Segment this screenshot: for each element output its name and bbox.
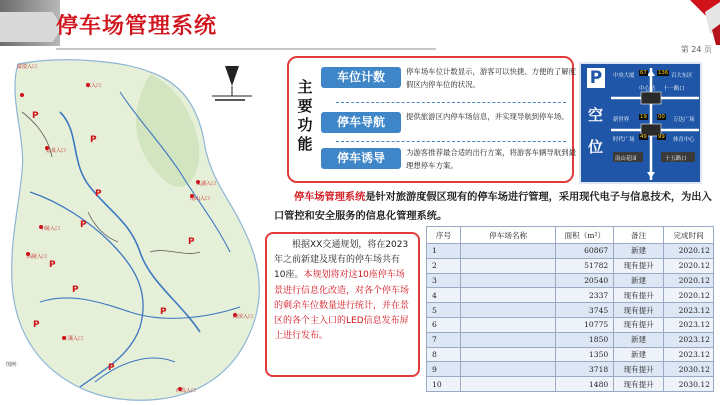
cell-name xyxy=(460,303,556,318)
svg-text:P: P xyxy=(90,135,97,145)
cell-remark: 现有提升 xyxy=(614,288,664,303)
svg-text:P: P xyxy=(80,220,87,230)
cell-no: 6 xyxy=(427,317,461,332)
sign-road-diagram xyxy=(611,68,699,180)
cell-area: 1350 xyxy=(556,347,614,362)
table-row xyxy=(427,244,714,259)
scenic-area-map xyxy=(0,52,282,405)
plan-note-highlight: 本规划将对这10座停车场景进行信息化改造，对各个停车场的剩余车位数量进行统计，并在景区的各个主入口的LED信息发布屏上进行发布。 xyxy=(274,270,410,342)
column-header: 完成时间 xyxy=(664,227,714,244)
cell-no: 9 xyxy=(427,362,461,377)
table-row xyxy=(427,362,714,377)
cell-no: 2 xyxy=(427,258,461,273)
map-label: 西岛入口 xyxy=(176,388,197,394)
cell-no: 1 xyxy=(427,244,461,259)
page-title: 停车场管理系统 xyxy=(56,14,218,39)
table-row xyxy=(427,288,714,303)
cell-area: 10775 xyxy=(556,317,614,332)
cell-name xyxy=(460,377,556,392)
cell-remark: 现有提升 xyxy=(614,377,664,392)
cell-remark: 新建 xyxy=(614,273,664,288)
cell-name xyxy=(460,258,556,273)
cell-remark: 现有提升 xyxy=(614,303,664,318)
map-label: 下溪入口 xyxy=(63,336,84,342)
sign-char-wei: 位 xyxy=(588,138,604,156)
cell-area: 51782 xyxy=(556,258,614,273)
sign-count: 99 xyxy=(658,134,665,140)
corner-decoration xyxy=(650,0,720,45)
cell-time: 2020.12 xyxy=(664,273,714,288)
cell-area: 60867 xyxy=(556,244,614,259)
table-row xyxy=(427,377,714,392)
cell-remark: 新建 xyxy=(614,332,664,347)
column-header: 备注 xyxy=(614,227,664,244)
system-description-text: 是针对旅游度假区现有的停车场进行管理，采用现代电子与信息技术，为出入口管控和安全服务的信息化管理系统。 xyxy=(274,192,712,222)
svg-text:P: P xyxy=(188,237,195,247)
cell-no: 8 xyxy=(427,347,461,362)
column-header: 序号 xyxy=(427,227,461,244)
svg-text:P: P xyxy=(33,320,40,330)
table-row xyxy=(427,347,714,362)
cell-area: 1850 xyxy=(556,332,614,347)
cell-time: 2023.12 xyxy=(664,332,714,347)
divider xyxy=(336,102,566,103)
column-header: 面积（m²） xyxy=(556,227,614,244)
svg-text:P: P xyxy=(108,363,115,373)
cell-no: 10 xyxy=(427,377,461,392)
parking-lot-table xyxy=(426,226,714,392)
table-row xyxy=(427,273,714,288)
cell-no: 4 xyxy=(427,288,461,303)
cell-time: 2030.12 xyxy=(664,377,714,392)
feature-label-parking-navigation: 停车导航 xyxy=(321,112,401,133)
feature-label-space-count: 车位计数 xyxy=(321,67,401,88)
sign-count: 136 xyxy=(658,70,669,76)
header-ribbon xyxy=(0,12,62,42)
sign-label: 百大东区 xyxy=(671,73,693,79)
sign-count: 00 xyxy=(658,114,665,120)
cell-remark: 现有提升 xyxy=(614,258,664,273)
cell-no: 3 xyxy=(427,273,461,288)
sign-label: 中央大厦 xyxy=(613,73,635,79)
cell-remark: 现有提升 xyxy=(614,317,664,332)
cell-no: 5 xyxy=(427,303,461,318)
sign-count: 67 xyxy=(640,70,647,76)
map-label: 海滨入口 xyxy=(233,314,254,320)
cell-name xyxy=(460,362,556,377)
column-header: 停车场名称 xyxy=(460,227,556,244)
map-legend: 图例： xyxy=(6,362,22,368)
page-number: 第 24 页 xyxy=(680,45,712,54)
cell-name xyxy=(460,332,556,347)
sign-char-kong: 空 xyxy=(588,106,604,124)
sign-label: 新世界 xyxy=(613,117,630,123)
map-label: 高陵入口 xyxy=(27,254,48,260)
map-label: 东入口 xyxy=(86,83,102,89)
table-row xyxy=(427,317,714,332)
sign-label: 万达广场 xyxy=(673,117,695,123)
plan-note-text: 根据XX交通规划，将在2023年之前新建及现有的停车场共有10座。 xyxy=(274,240,409,281)
system-name-highlight: 停车场管理系统 xyxy=(294,192,366,203)
map-label: 南山入口 xyxy=(190,196,211,202)
sign-label: 体育中心 xyxy=(673,137,695,143)
table-header-row xyxy=(427,227,714,244)
cell-time: 2023.12 xyxy=(664,347,714,362)
system-description xyxy=(274,188,714,226)
feature-label-parking-guidance: 停车诱导 xyxy=(321,148,401,169)
led-parking-sign xyxy=(579,62,702,184)
cell-time: 2030.12 xyxy=(664,362,714,377)
cell-name xyxy=(460,288,556,303)
sign-label: 十五路口 xyxy=(665,156,687,162)
cell-time: 2020.12 xyxy=(664,258,714,273)
sign-count: 49 xyxy=(640,134,647,140)
map-label: 太湖入口 xyxy=(196,181,217,187)
feature-desc-parking-guidance: 为游客推荐最合适的出行方案，将游客车辆导航到最理想停车方案。 xyxy=(406,148,576,170)
cell-remark: 新建 xyxy=(614,244,664,259)
map-label: 隐泉入口 xyxy=(46,148,67,154)
cell-time: 2020.12 xyxy=(664,244,714,259)
table-row xyxy=(427,332,714,347)
sign-count: 19 xyxy=(640,114,647,120)
map-label: 富漠入口 xyxy=(17,64,38,70)
svg-text:P: P xyxy=(32,111,39,121)
cell-area: 2337 xyxy=(556,288,614,303)
svg-text:P: P xyxy=(49,260,56,270)
cell-time: 2020.12 xyxy=(664,288,714,303)
divider xyxy=(336,141,566,142)
cell-remark: 新建 xyxy=(614,347,664,362)
cell-time: 2023.12 xyxy=(664,317,714,332)
svg-text:P: P xyxy=(95,189,102,199)
cell-name xyxy=(460,273,556,288)
cell-name xyxy=(460,317,556,332)
plan-note xyxy=(265,232,420,377)
table-row xyxy=(427,303,714,318)
sign-label: 时代广场 xyxy=(613,137,635,143)
cell-area: 3718 xyxy=(556,362,614,377)
svg-text:P: P xyxy=(160,307,167,317)
cell-name xyxy=(460,244,556,259)
cell-area: 3745 xyxy=(556,303,614,318)
feature-desc-space-count: 停车场车位计数显示，游客可以快捷、方便的了解度假区内停车位的状况。 xyxy=(406,67,576,89)
sign-label: 南山花园 xyxy=(615,156,637,162)
parking-p-icon: P xyxy=(587,68,605,88)
map-label: 中陵入口 xyxy=(40,226,61,232)
cell-remark: 现有提升 xyxy=(614,362,664,377)
sign-label: 十一路口 xyxy=(663,86,685,92)
cell-area: 20540 xyxy=(556,273,614,288)
cell-time: 2023.12 xyxy=(664,303,714,318)
title-underline xyxy=(56,48,436,50)
table-row xyxy=(427,258,714,273)
cell-name xyxy=(460,347,556,362)
sign-label: 中心站 xyxy=(639,86,656,92)
svg-text:P: P xyxy=(72,285,79,295)
cell-no: 7 xyxy=(427,332,461,347)
main-functions-heading: 主 要 功 能 xyxy=(297,78,313,153)
cell-area: 1480 xyxy=(556,377,614,392)
feature-desc-parking-navigation: 提供旅游区内停车场信息，并实现导航到停车场。 xyxy=(406,112,569,121)
